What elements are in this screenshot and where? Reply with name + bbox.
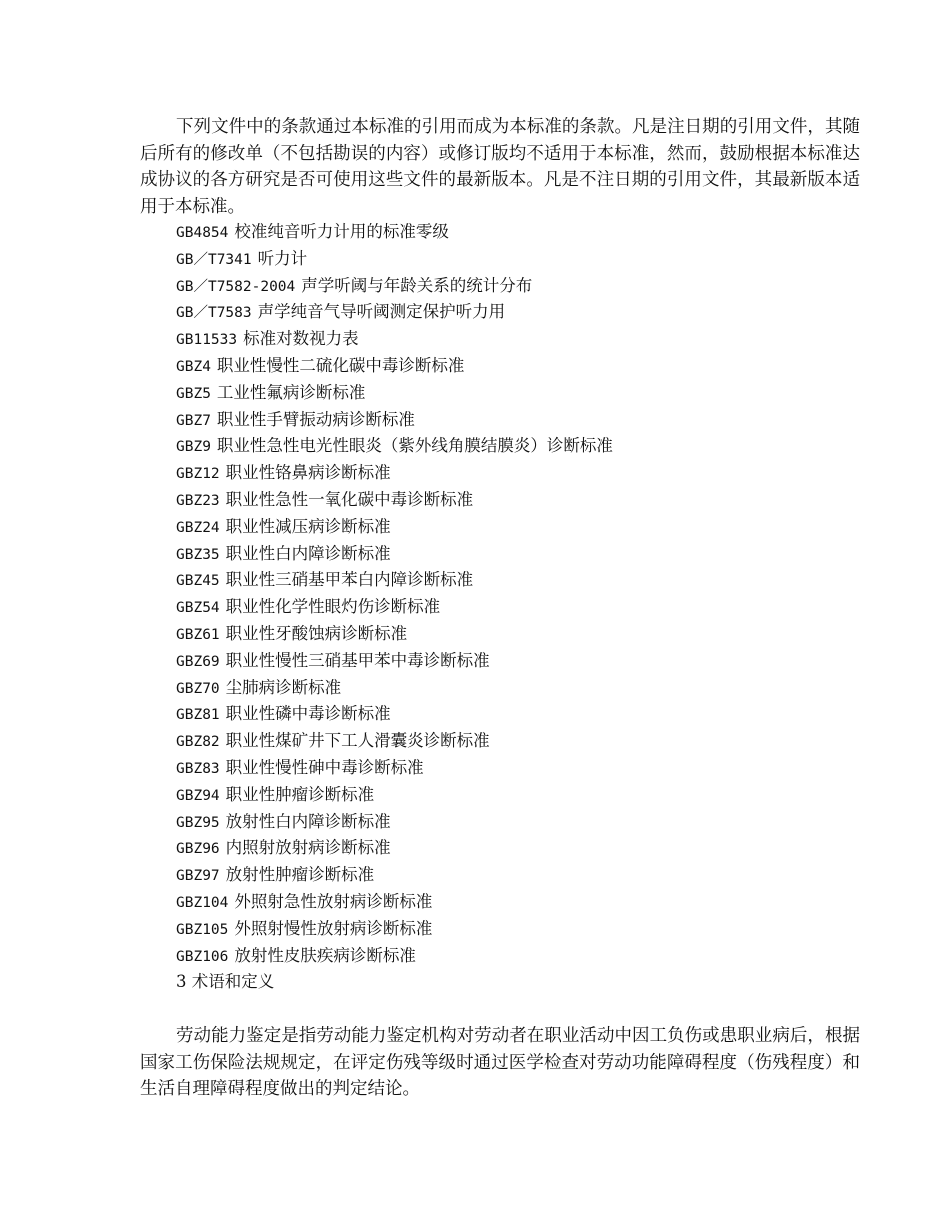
intro-paragraph: 下列文件中的条款通过本标准的引用而成为本标准的条款。凡是注日期的引用文件，其随后所有的修改单（不包括勘误的内容）或修订版均不适用于本标准，然而，鼓励根据本标准达成协议的各方研究是否可使用这些文件的最新版本。凡是不注日期的引用文件，其最新版本适用于本标准。	[140, 117, 860, 217]
reference-item	[176, 460, 613, 487]
reference-code: GBZ83	[176, 760, 220, 777]
reference-title: 职业性磷中毒诊断标准	[225, 704, 391, 724]
reference-title: 职业性化学性眼灼伤诊断标准	[225, 597, 441, 617]
reference-list	[176, 219, 613, 969]
reference-title: 放射性肿瘤诊断标准	[225, 865, 375, 885]
reference-item	[176, 567, 613, 594]
reference-code: GB／T7583	[176, 305, 252, 322]
reference-code: GBZ95	[176, 814, 220, 831]
reference-code: GBZ5	[176, 385, 211, 402]
reference-code: GBZ82	[176, 734, 220, 751]
reference-code: GBZ105	[176, 921, 229, 938]
reference-item	[176, 809, 613, 836]
reference-code: GBZ7	[176, 412, 211, 429]
reference-title: 声学纯音气导听阈测定保护听力用	[257, 302, 506, 322]
reference-item	[176, 487, 613, 514]
reference-code: GB4854	[176, 225, 229, 241]
reference-code: GBZ97	[176, 868, 220, 885]
reference-item	[176, 675, 613, 702]
reference-title: 职业性铬鼻病诊断标准	[225, 463, 391, 483]
reference-item	[176, 755, 613, 782]
reference-title: 外照射急性放射病诊断标准	[234, 891, 433, 911]
reference-item	[176, 621, 613, 648]
reference-code: GBZ12	[176, 466, 220, 483]
reference-code: GBZ70	[176, 680, 220, 697]
reference-title: 职业性煤矿井下工人滑囊炎诊断标准	[225, 731, 490, 751]
reference-item	[176, 701, 613, 728]
reference-title: 职业性三硝基甲苯白内障诊断标准	[225, 570, 474, 590]
reference-code: GB／T7582-2004	[176, 278, 296, 295]
reference-title: 外照射慢性放射病诊断标准	[234, 918, 433, 938]
reference-item	[176, 219, 613, 246]
reference-title: 标准对数视力表	[243, 329, 359, 349]
reference-item	[176, 326, 613, 353]
reference-code: GBZ94	[176, 787, 220, 804]
reference-item	[176, 782, 613, 809]
reference-title: 职业性肿瘤诊断标准	[225, 784, 375, 804]
reference-code: GBZ106	[176, 948, 229, 965]
definition-paragraph: 劳动能力鉴定是指劳动能力鉴定机构对劳动者在职业活动中因工负伤或患职业病后，根据国家工伤保险法规规定，在评定伤残等级时通过医学检查对劳动功能障碍程度（伤残程度）和生活自理障碍程度做出的判定结论。	[140, 1026, 860, 1099]
reference-item	[176, 380, 613, 407]
reference-code: GBZ81	[176, 707, 220, 724]
reference-title: 职业性急性一氧化碳中毒诊断标准	[225, 489, 474, 509]
reference-item	[176, 273, 613, 300]
reference-code: GB／T7341	[176, 251, 252, 268]
reference-item	[176, 728, 613, 755]
reference-title: 职业性慢性砷中毒诊断标准	[225, 757, 424, 777]
reference-item	[176, 594, 613, 621]
reference-title: 声学听阈与年龄关系的统计分布	[301, 275, 533, 295]
reference-title: 职业性急性电光性眼炎（紫外线角膜结膜炎）诊断标准	[216, 436, 613, 456]
reference-code: GBZ35	[176, 546, 220, 563]
reference-title: 工业性氟病诊断标准	[216, 382, 366, 402]
reference-title: 听力计	[257, 248, 308, 268]
reference-code: GBZ24	[176, 519, 220, 536]
reference-item	[176, 407, 613, 434]
reference-code: GBZ96	[176, 841, 220, 858]
reference-item	[176, 514, 613, 541]
reference-item	[176, 433, 613, 460]
reference-item	[176, 943, 613, 970]
reference-title: 职业性减压病诊断标准	[225, 516, 391, 536]
reference-title: 职业性白内障诊断标准	[225, 543, 391, 563]
reference-item	[176, 889, 613, 916]
reference-item	[176, 246, 613, 273]
reference-title: 放射性白内障诊断标准	[225, 811, 391, 831]
reference-code: GBZ9	[176, 439, 211, 456]
reference-title: 职业性慢性三硝基甲苯中毒诊断标准	[225, 650, 490, 670]
reference-item	[176, 916, 613, 943]
reference-title: 职业性慢性二硫化碳中毒诊断标准	[216, 355, 465, 375]
reference-code: GBZ4	[176, 358, 211, 375]
section-heading-terms: 3 术语和定义	[176, 972, 275, 991]
reference-item	[176, 541, 613, 568]
reference-title: 放射性皮肤疾病诊断标准	[234, 945, 416, 965]
reference-code: GBZ104	[176, 894, 229, 911]
reference-title: 职业性手臂振动病诊断标准	[216, 409, 415, 429]
reference-item	[176, 299, 613, 326]
reference-item	[176, 862, 613, 889]
reference-code: GBZ45	[176, 573, 220, 590]
reference-title: 校准纯音听力计用的标准零级	[234, 222, 449, 241]
reference-item	[176, 835, 613, 862]
reference-code: GBZ61	[176, 626, 220, 643]
reference-title: 尘肺病诊断标准	[225, 677, 342, 697]
reference-code: GB11533	[176, 332, 238, 349]
reference-item	[176, 648, 613, 675]
reference-item	[176, 353, 613, 380]
reference-code: GBZ23	[176, 492, 220, 509]
reference-code: GBZ54	[176, 600, 220, 617]
reference-title: 职业性牙酸蚀病诊断标准	[225, 623, 408, 643]
reference-code: GBZ69	[176, 653, 220, 670]
reference-title: 内照射放射病诊断标准	[225, 838, 391, 858]
